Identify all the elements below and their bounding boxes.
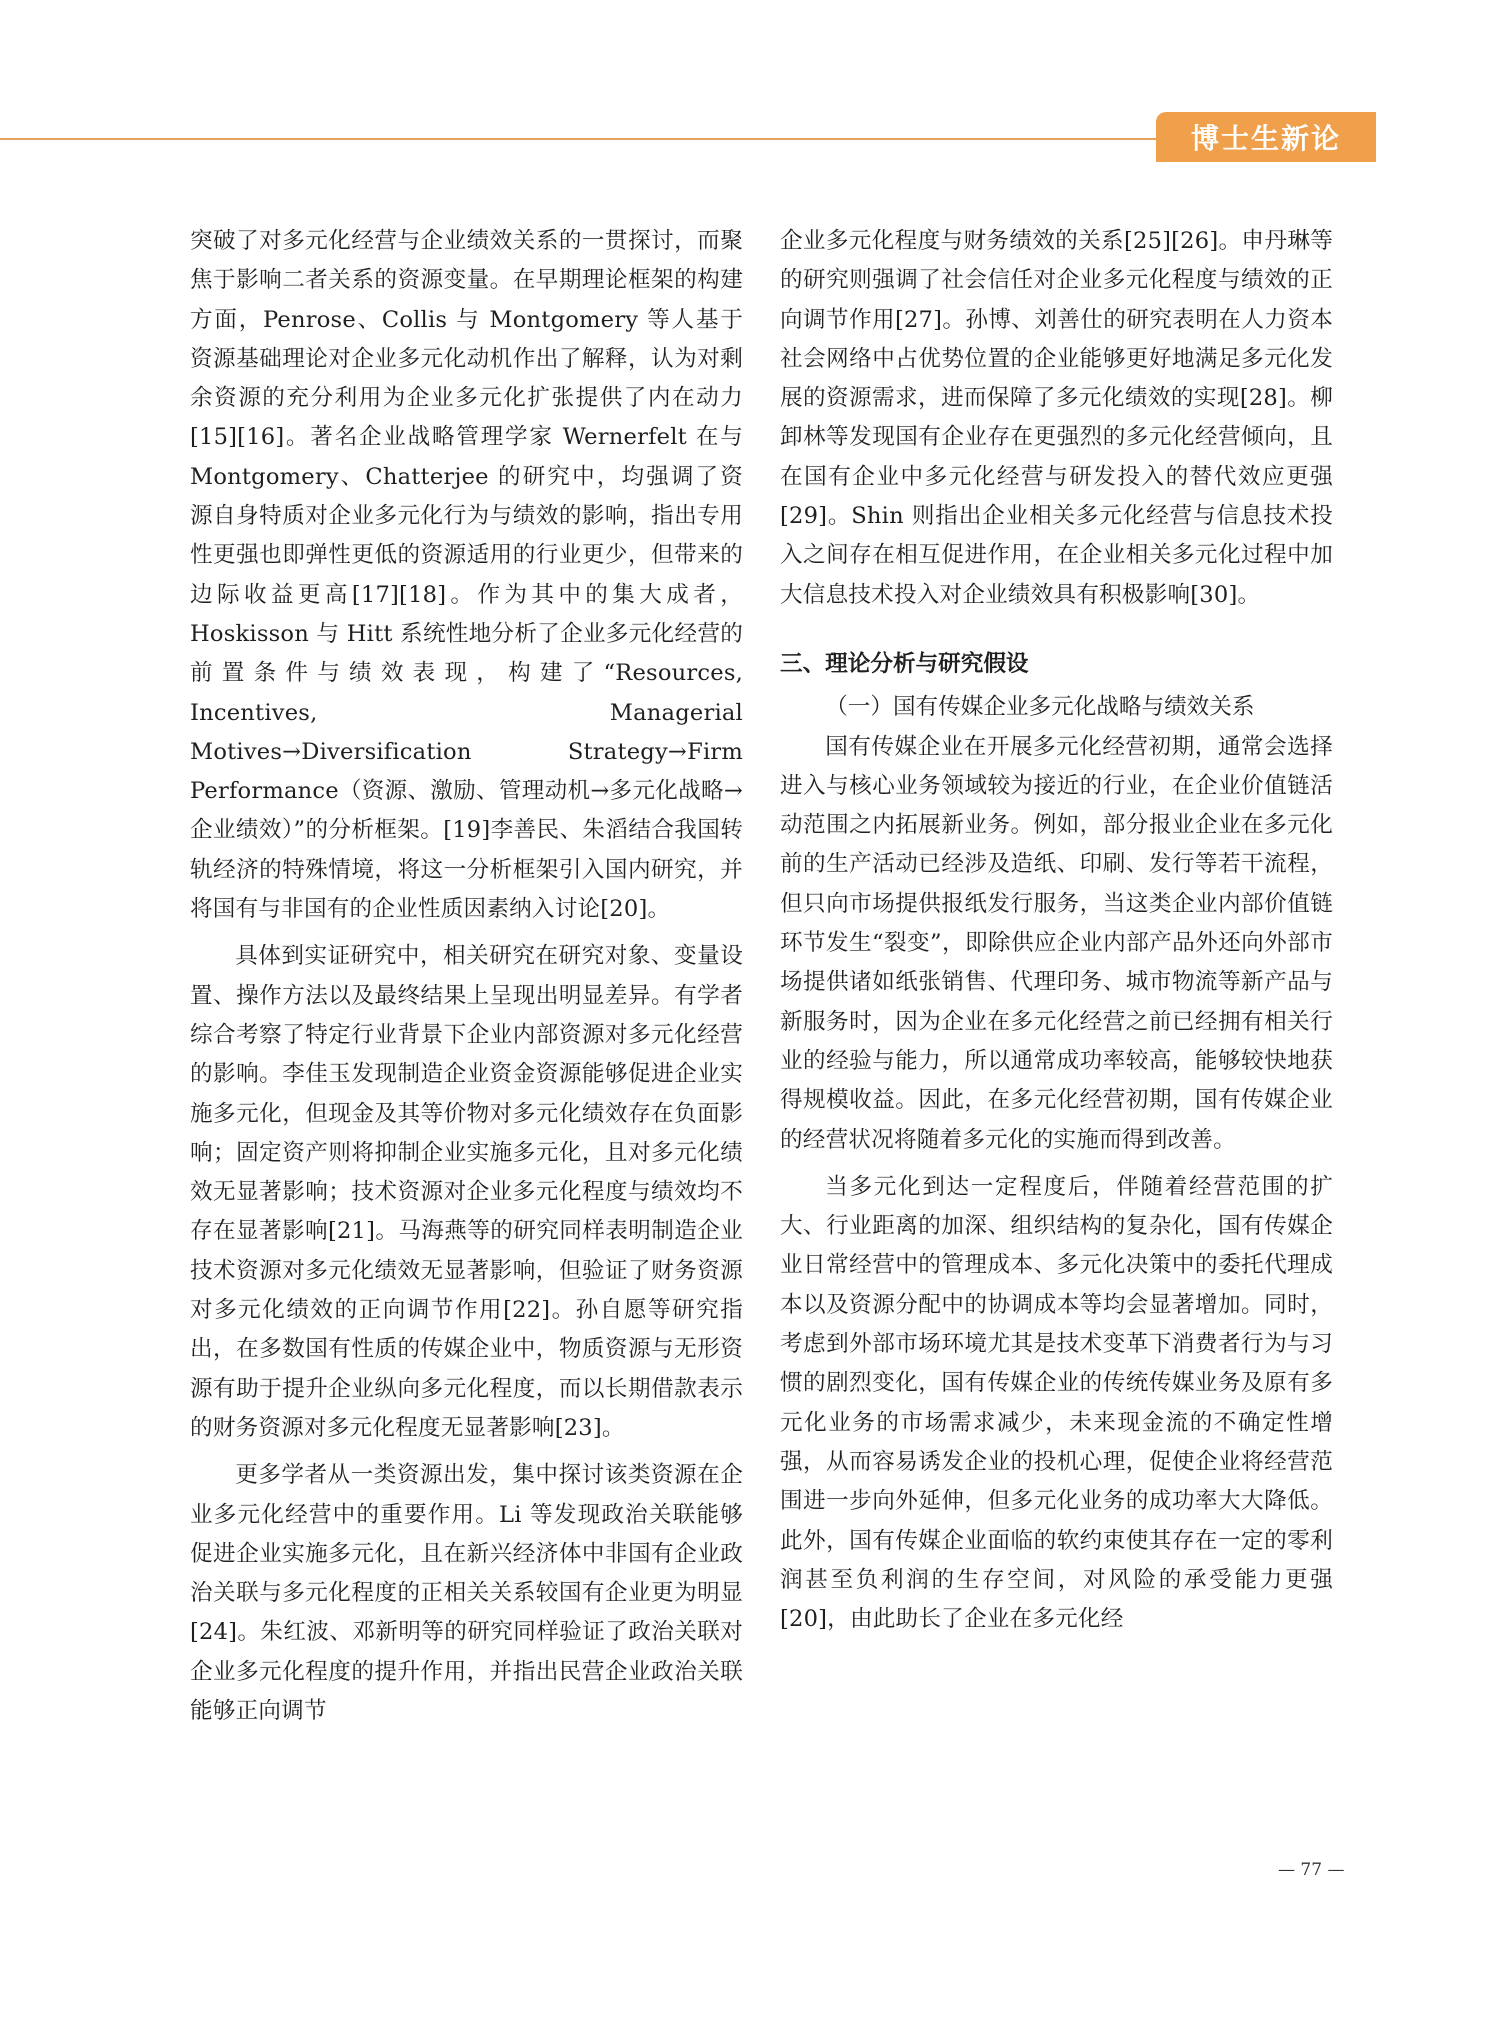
right-column (780, 222, 1333, 1639)
header-rule (0, 138, 1160, 140)
section-tab: 博士生新论 (1156, 112, 1376, 162)
subsection-heading: （一）国有传媒企业多元化战略与绩效关系 (825, 694, 1255, 721)
body-paragraph: 国有传媒企业在开展多元化经营初期，通常会选择进入与核心业务领域较为接近的行业，在企业价值链活动范围之内拓展新业务。例如，部分报业企业在多元化前的生产活动已经涉及造纸、印刷、发行等若干流程，但只向市场提供报纸发行服务，当这类企业内部价值链环节发生“裂变”，即除供应企业内部产品外还向外部市场提供诸如纸张销售、代理印务、城市物流等新产品与新服务时，因为企业在多元化经营之前已经拥有相关行业的经验与能力，所以通常成功率较高，能够较快地获得规模收益。因此，在多元化经营初期，国有传媒企业的经营状况将随着多元化的实施而得到改善。 (780, 733, 1333, 1153)
body-paragraph: 具体到实证研究中，相关研究在研究对象、变量设置、操作方法以及最终结果上呈现出明显差异。有学者综合考察了特定行业背景下企业内部资源对多元化经营的影响。李佳玉发现制造企业资金资源能够促进企业实施多元化，但现金及其等价物对多元化绩效存在负面影响；固定资产则将抑制企业实施多元化，且对多元化绩效无显著影响；技术资源对企业多元化程度与绩效均不存在显著影响[21]。马海燕等的研究同样表明制造企业技术资源对多元化绩效无显著影响，但验证了财务资源对多元化绩效的正向调节作用[22]。孙自愿等研究指出，在多数国有性质的传媒企业中，物质资源与无形资源有助于提升企业纵向多元化程度，而以长期借款表示的财务资源对多元化程度无显著影响[23]。 (190, 943, 743, 1441)
section-heading: 三、理论分析与研究假设 (780, 650, 1029, 677)
body-paragraph: 更多学者从一类资源出发，集中探讨该类资源在企业多元化经营中的重要作用。Li 等发现政治关联能够促进企业实施多元化，且在新兴经济体中非国有企业政治关联与多元化程度的正相关关系较国有企业更为明显[24]。朱红波、邓新明等的研究同样验证了政治关联对企业多元化程度的提升作用，并指出民营企业政治关联能够正向调节 (190, 1462, 743, 1724)
body-paragraph: 当多元化到达一定程度后，伴随着经营范围的扩大、行业距离的加深、组织结构的复杂化，国有传媒企业日常经营中的管理成本、多元化决策中的委托代理成本以及资源分配中的协调成本等均会显著增加。同时，考虑到外部市场环境尤其是技术变革下消费者行为与习惯的剧烈变化，国有传媒企业的传统传媒业务及原有多元化业务的市场需求减少，未来现金流的不确定性增强，从而容易诱发企业的投机心理，促使企业将经营范围进一步向外延伸，但多元化业务的成功率大大降低。此外，国有传媒企业面临的软约束使其存在一定的零利润甚至负利润的生存空间，对风险的承受能力更强[20]，由此助长了企业在多元化经 (780, 1173, 1333, 1633)
body-paragraph: 突破了对多元化经营与企业绩效关系的一贯探讨，而聚焦于影响二者关系的资源变量。在早期理论框架的构建方面，Penrose、Collis 与 Montgomery 等人基于资源基础理论对企业多元化动机作出了解释，认为对剩余资源的充分利用为企业多元化扩张提供了内在动力[15][16]。著名企业战略管理学家 Wernerfelt 在与 Montgomery、Chatterjee 的研究中，均强调了资源自身特质对企业多元化行为与绩效的影响，指出专用性更强也即弹性更低的资源适用的行业更少，但带来的边际收益更高[17][18]。作为其中的集大成者，Hoskisson 与 Hitt 系统性地分析了企业多元化经营的前置条件与绩效表现，构建了“Resources, Incentives, Managerial Motives→Diversification Strategy→Firm Performance（资源、激励、管理动机→多元化战略→企业绩效）”的分析框架。[19]李善民、朱滔结合我国转轨经济的特殊情境，将这一分析框架引入国内研究，并将国有与非国有的企业性质因素纳入讨论[20]。 (190, 228, 743, 923)
body-paragraph: 企业多元化程度与财务绩效的关系[25][26]。申丹琳等的研究则强调了社会信任对企业多元化程度与绩效的正向调节作用[27]。孙博、刘善仕的研究表明在人力资本社会网络中占优势位置的企业能够更好地满足多元化发展的资源需求，进而保障了多元化绩效的实现[28]。柳卸林等发现国有企业存在更强烈的多元化经营倾向，且在国有企业中多元化经营与研发投入的替代效应更强[29]。Shin 则指出企业相关多元化经营与信息技术投入之间存在相互促进作用，在企业相关多元化过程中加大信息技术投入对企业绩效具有积极影响[30]。 (780, 228, 1333, 608)
left-column (190, 222, 743, 1731)
page-number: — 77 — (1278, 1860, 1345, 1880)
